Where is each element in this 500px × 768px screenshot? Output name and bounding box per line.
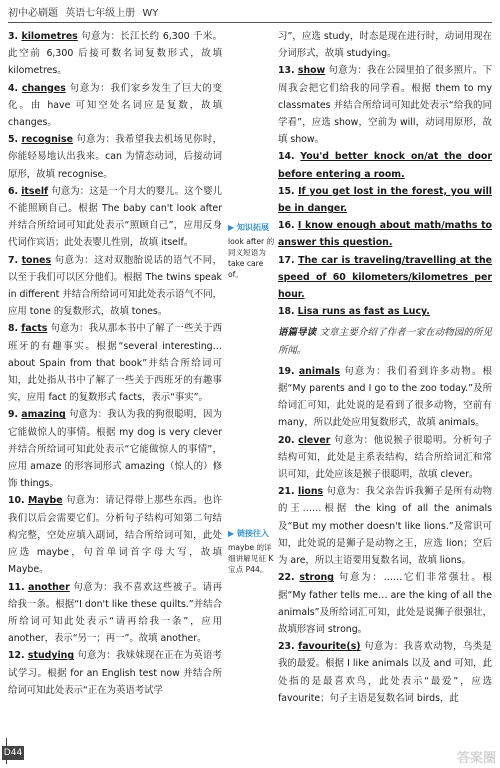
answer-item-10: 10. Maybe 句意为：请记得带上那些东西。也许我们以后会需要它们。分析句子结构可知第二句结构完整，空处应填入副词，结合所给词可知，此处应选 maybe，句首单词首字母大写，故填 Maybe。 [8,495,222,576]
answer-explanation: 句意为：这是一个月大的婴儿。这个婴儿不能照顾自己。根据 The baby can't look after 并结合所给词可知此处表示“照顾自己”，应用反身代词作宾语；此处表婴儿性别，故填 itself。 [8,185,223,249]
answer-explanation: 句意为：我们家乡发生了巨大的变化。由 have 可知空处名词应是复数，故填 changes。 [8,82,222,129]
answer-item-8: 8. facts 句意为：我从那本书中了解了一些关于西班牙的有趣事实。根据“several interesting… about Spain from that book”并结合所给词可知，此处指从书中了解了一些关于西班牙的有趣事实，应用 fact 的复数形式 facts，表示“事实”。 [8,323,222,404]
answer-word: Maybe [28,495,63,507]
arrow-icon: ▶ [228,223,235,232]
arrow-icon: ▶ [228,529,235,538]
answer-word: amazing [21,409,66,421]
answer-item-19: 19. animals 句意为：我们看到许多动物。根据“My parents and I go to the zoo today.”及所给词汇可知，此处说的是看到了很多动物，空前有 many，所以此处应用复数形式，故填 animals。 [278,365,492,429]
answer-item-16: 16. I know enough about math/maths to answer this question. [278,220,492,249]
answer-word: facts [21,323,48,335]
summary-label: 语篇导读 [278,327,317,339]
answer-explanation: 习”，应选 study，时态是现在进行时，动词用现在分词形式，故填 studying。 [278,31,492,60]
answer-item-20: 20. clever 句意为：他说猴子很聪明。分析句子结构可知，此处是主系表结构，结合所给词汇和常识可知，此处应该是猴子很聪明，故填 clever。 [278,434,493,481]
answer-item-14: 14. You'd better knock on/at the door before entering a room. [278,151,492,180]
answer-word: studying [27,650,75,662]
answer-item-17: 17. The car is traveling/travelling at the speed of 60 kilometers/kilometres per hour. [278,254,492,301]
right-column [278,28,492,707]
answer-sentence: If you get lost in the forest, you will be in danger. [278,185,492,215]
summary-text: 文章主要介绍了作者一家在动物园的所见所闻。 [278,327,492,356]
answer-sentence: I know enough about math/maths to answer this question. [278,220,492,249]
answer-explanation: 句意为：我喜欢动物，乌类是我的最爱。根据 I like animals 以及 and 可知，此处指的是最喜欢鸟，此处表示“最爱”，应选 favourite；句子主语是复数名词 birds，此 [278,641,493,704]
sidebar-note-knowledge [228,222,276,280]
answer-item-23: 23. favourite(s) 句意为：我喜欢动物，乌类是我的最爱。根据 I like animals 以及 and 可知，此处指的是最喜欢鸟，此处表示“最爱”，应选 favourite；句子主语是复数名词 birds，此 [278,641,493,704]
answer-word: favourite(s) [298,641,361,653]
sidebar-note-link [228,528,276,575]
answer-word: clever [298,434,331,446]
answer-explanation: 句意为：请记得带上那些东西。也许我们以后会需要它们。分析句子结构可知第二句结构完整，空处应填入副词，结合所给词可知，此处应选 maybe，句首单词首字母大写，故填 Maybe。 [8,495,222,576]
answer-item-7: 7. tones 句意为：这对双胞胎说话的语气不同，以至于我们可以区分他们。根据 The twins speak in different 并结合所给词可知此处表示语气不同，应用 tone 的复数形式，故填 tones。 [8,254,222,318]
answer-item-4: 4. changes 句意为：我们家乡发生了巨大的变化。由 have 可知空处名词应是复数，故填 changes。 [8,82,222,129]
answer-sentence: The car is traveling/travelling at the speed of 60 kilometers/kilometres per hour. [278,254,492,301]
answer-item-6: 6. itself 句意为：这是一个月大的婴儿。这个婴儿不能照顾自己。根据 The baby can't look after 并结合所给词可知此处表示“照顾自己”，应用反身代词作宾语；此处表婴儿性别，故填 itself。 [8,185,223,249]
answer-item-11: 11. another 句意为：我不喜欢这些被子。请再给我一条。根据“I don't like these quilts.”并结合所给词可知此处表示“请再给我一条”，应用 another，表示“另一；再一”。故填 another。 [8,581,222,645]
answer-word: strong [299,572,334,584]
page-number: D44 [3,748,23,758]
answer-item-18: 18. Lisa runs as fast as Lucy. [278,306,430,318]
answer-sentence: You'd better knock on/at the door before entering a room. [278,151,492,180]
sidebar-note-title: 链接往入 [236,529,269,538]
answer-item-21: 21. lions 句意为：我父亲告诉我狮子是所有动物的王……根据 the king of all the animals 及“But my mother doesn't like lions.”及常识可知，此处说的是狮子是动物之王，应选 lion；空后为 are，所以主语要用复数名词，故填 lions。 [278,486,492,567]
book-subject: 英语七年级上册 [65,8,136,19]
answer-word: changes [21,82,66,94]
answer-explanation: 句意为：我认为我的狗很聪明，因为它能做惊人的事情。根据 my dog is very clever 并结合所给词可知此处表示“它能做惊人的事情”，应用 amaze 的形容词形式 amazing（惊人的）修饰 things。 [8,409,222,490]
answer-word: animals [298,365,340,377]
answer-explanation: 句意为：我父亲告诉我狮子是所有动物的王……根据 the king of all the animals 及“But my mother doesn't like lions.”及常识可知，此处说的是狮子是动物之王，应选 lion；空后为 are，所以主语要用复数名词，故填 lions。 [278,486,492,567]
answer-item-22: 22. strong 句意为：……它们非常强壮。根据“My father tells me… are the king of all the animals”及所给词汇可知，此处是说狮子很强壮，故填形容词 strong。 [278,572,492,635]
watermark-logo: 答案圈 [456,751,496,766]
answer-item-15: 15. If you get lost in the forest, you will be in danger. [278,185,492,215]
sidebar-note-title: 知识拓展 [236,223,269,232]
passage-summary [278,324,492,358]
answer-explanation: 句意为：我妹妹现在正在为英语考试学习。根据 for an English test now 并结合所给词可知此处表示“正在为英语考试学 [8,650,223,696]
answer-item-5: 5. recognise 句意为：我希望我去机场见你时，你能轻易地认出我来。can 为情态动词，后接动词原形，故填 recognise。 [8,134,222,180]
answer-explanation: 句意为：他说猴子很聪明。分析句子结构可知，此处是主系表结构，结合所给词汇和常识可知，此处应该是猴子很聪明，故填 clever。 [278,434,493,481]
answer-word: show [297,65,326,77]
answer-word: recognise [21,134,73,146]
page-header [8,4,492,23]
book-edition: WY [142,8,159,19]
answer-explanation: 句意为：这对双胞胎说话的语气不同，以至于我们可以区分他们。根据 The twins speak in different 并结合所给词可知此处表示语气不同，应用 tone 的复数形式，故填 tones。 [8,254,222,318]
answer-word: itself [21,185,49,197]
answer-item-3: 3. kilometres 句意为：长江长约 6,300 千米。此空前 6,300 后接可数名词复数形式，故填 kilometres。 [8,31,222,77]
answer-explanation: 句意为：……它们非常强壮。根据“My father tells me… are the king of all the animals”及所给词汇可知，此处是说狮子很强壮，故填形容词 strong。 [278,572,492,635]
answer-item-9: 9. amazing 句意为：我认为我的狗很聪明，因为它能做惊人的事情。根据 my dog is very clever 并结合所给词可知此处表示“它能做惊人的事情”，应用 amaze 的形容词形式 amazing（惊人的）修饰 things。 [8,409,222,490]
answer-explanation: 句意为：我不喜欢这些被子。请再给我一条。根据“I don't like these quilts.”并结合所给词可知此处表示“请再给我一条”，应用 another，表示“另一；再一”。故填 another。 [8,581,222,645]
answer-item-13: 13. show 句意为：我在公园里拍了很多照片。下周我会把它们给我的同学看。根据 them to my classmates 并结合所给词可知此处表示“给我的同学看”，应选 show，空前为 will，动词用原形，故填 show。 [278,65,492,146]
answer-word: kilometres [21,31,78,42]
answer-explanation: 句意为：我从那本书中了解了一些关于西班牙的有趣事实。根据“several interesting… about Spain from that book”并结合所给词可知，此处指从书中了解了一些关于西班牙的有趣事实，应用 fact 的复数形式 facts，表示“事实”。 [8,323,222,404]
sidebar-note-text: look after 的同义短语为 take care of。 [228,237,275,279]
left-column [8,28,222,699]
answer-explanation: 句意为：长江长约 6,300 千米。此空前 6,300 后接可数名词复数形式，故填 kilometres。 [8,31,222,77]
answer-item-12: 12. studying 句意为：我妹妹现在正在为英语考试学习。根据 for an English test now 并结合所给词可知此处表示“正在为英语考试学 [8,650,223,696]
answer-item-12-continued [278,28,492,62]
answer-word: another [28,581,70,593]
answer-word: tones [21,254,52,266]
answer-explanation: 句意为：我在公园里拍了很多照片。下周我会把它们给我的同学看。根据 them to my classmates 并结合所给词可知此处表示“给我的同学看”，应选 show，空前为 will，动词用原形，故填 show。 [278,65,492,146]
answer-explanation: 句意为：我们看到许多动物。根据“My parents and I go to the zoo today.”及所给词汇可知，此处说的是看到了很多动物，空前有 many，所以此处应用复数形式，故填 animals。 [278,365,492,429]
answer-sentence: Lisa runs as fast as Lucy. [297,306,430,318]
answer-word: lions [297,486,324,498]
book-title: 初中必刷题 [8,8,58,19]
answer-explanation: 句意为：我希望我去机场见你时，你能轻易地认出我来。can 为情态动词，后接动词原形，故填 recognise。 [8,134,222,180]
sidebar-note-text: maybe 的详细讲解见征 K 宝点 P44。 [228,543,274,574]
